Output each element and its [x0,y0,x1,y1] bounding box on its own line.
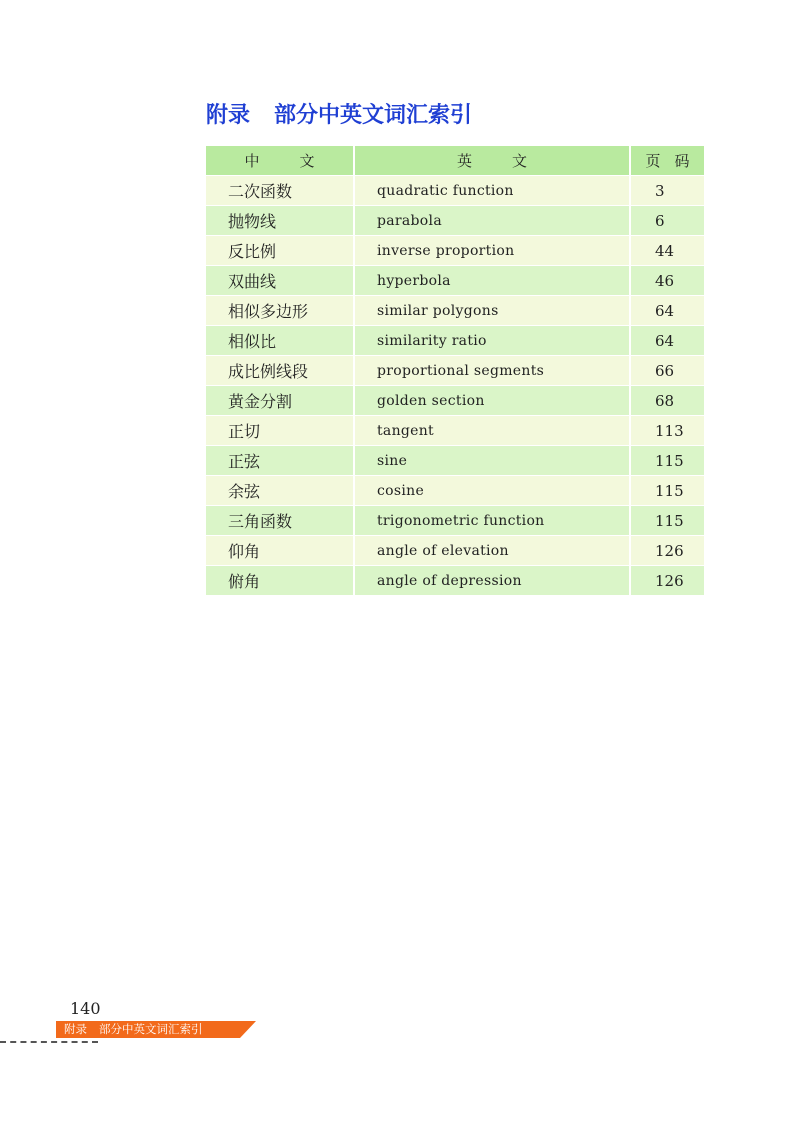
cell-page-number: 64 [629,326,704,356]
cell-english-term: quadratic function [353,176,629,206]
cell-page-number: 115 [629,446,704,476]
cell-english-term: angle of elevation [353,536,629,566]
cell-chinese-term: 三角函数 [206,506,353,536]
cell-chinese-term: 抛物线 [206,206,353,236]
cell-page-number: 6 [629,206,704,236]
cell-chinese-term: 仰角 [206,536,353,566]
table-header-row [206,146,704,176]
table-row [206,536,704,566]
cell-page-number: 64 [629,296,704,326]
cell-page-number: 113 [629,416,704,446]
cell-chinese-term: 相似多边形 [206,296,353,326]
cell-page-number: 68 [629,386,704,416]
cell-chinese-term: 双曲线 [206,266,353,296]
table-body [206,176,704,596]
page-title [206,100,472,132]
header-chinese: 中文 [206,146,353,176]
cell-english-term: tangent [353,416,629,446]
table-row [206,266,704,296]
cell-chinese-term: 余弦 [206,476,353,506]
table-row [206,326,704,356]
table-row [206,566,704,596]
table-row [206,446,704,476]
cell-page-number: 115 [629,506,704,536]
footer-appendix-label: 附录 [64,1022,87,1036]
cell-english-term: similarity ratio [353,326,629,356]
cell-chinese-term: 黄金分割 [206,386,353,416]
cell-english-term: parabola [353,206,629,236]
cell-chinese-term: 正切 [206,416,353,446]
cell-english-term: angle of depression [353,566,629,596]
cell-chinese-term: 正弦 [206,446,353,476]
cell-english-term: golden section [353,386,629,416]
cell-chinese-term: 成比例线段 [206,356,353,386]
cell-chinese-term: 俯角 [206,566,353,596]
footer-index-label: 部分中英文词汇索引 [99,1022,203,1036]
footer-dotted-line [0,1041,98,1043]
table-row [206,296,704,326]
cell-english-term: sine [353,446,629,476]
cell-chinese-term: 二次函数 [206,176,353,206]
cell-page-number: 126 [629,536,704,566]
table-row [206,236,704,266]
table-row [206,416,704,446]
header-english: 英文 [353,146,629,176]
table-row [206,356,704,386]
title-appendix-label: 附录 [206,103,251,128]
cell-english-term: proportional segments [353,356,629,386]
cell-page-number: 44 [629,236,704,266]
cell-page-number: 3 [629,176,704,206]
title-index-label: 部分中英文词汇索引 [274,103,473,128]
footer-running-title [64,1021,203,1038]
table-row [206,386,704,416]
cell-chinese-term: 相似比 [206,326,353,356]
table-row [206,206,704,236]
cell-page-number: 115 [629,476,704,506]
cell-page-number: 126 [629,566,704,596]
cell-page-number: 66 [629,356,704,386]
cell-english-term: trigonometric function [353,506,629,536]
cell-chinese-term: 反比例 [206,236,353,266]
table-row [206,176,704,206]
cell-page-number: 46 [629,266,704,296]
table-row [206,476,704,506]
cell-english-term: cosine [353,476,629,506]
cell-english-term: similar polygons [353,296,629,326]
vocabulary-index-table [206,146,704,596]
page-number: 140 [70,999,101,1018]
cell-english-term: inverse proportion [353,236,629,266]
table-row [206,506,704,536]
cell-english-term: hyperbola [353,266,629,296]
header-page: 页码 [629,146,704,176]
